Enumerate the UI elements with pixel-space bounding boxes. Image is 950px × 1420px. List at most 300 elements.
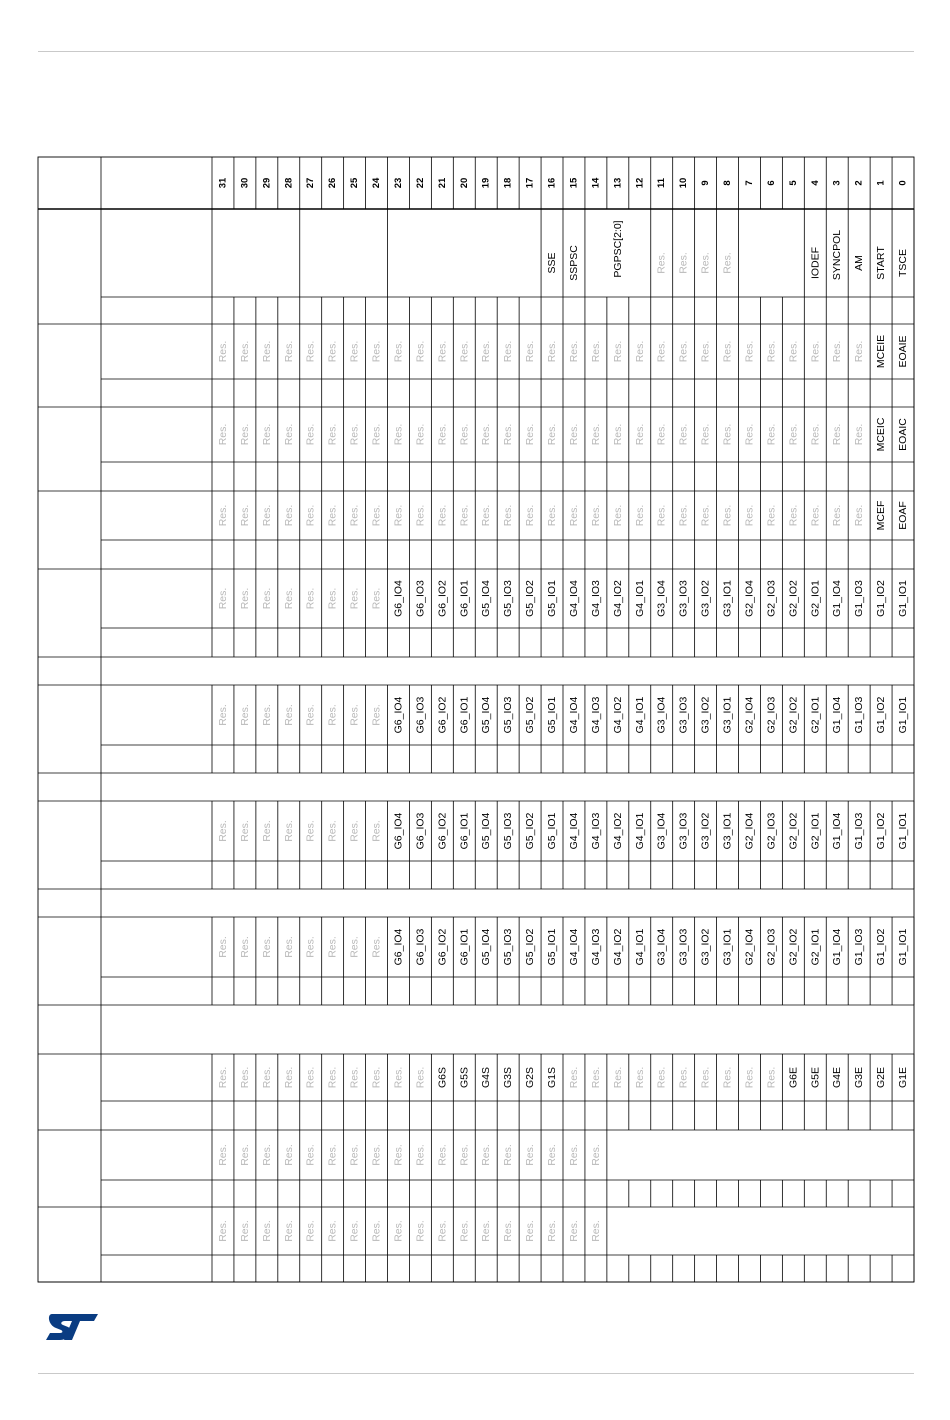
- field-g1_io2: G1_IO2: [875, 928, 888, 966]
- field-g1_io4: G1_IO4: [831, 696, 844, 734]
- reserved-bit: Res.: [238, 340, 251, 363]
- bit-number-24: 24: [371, 177, 382, 189]
- reserved-bit: Res.: [589, 504, 602, 527]
- field-g4_io3: G4_IO3: [589, 580, 602, 617]
- reserved-bit: Res.: [414, 340, 427, 363]
- reserved-bit: Res.: [370, 504, 383, 527]
- reserved-bit: Res.: [633, 504, 646, 527]
- field-g6_io1: G6_IO1: [458, 928, 471, 966]
- reserved-bit: Res.: [480, 504, 493, 527]
- field-g3_io2: G3_IO2: [699, 580, 712, 617]
- field-g5_io4: G5_IO4: [480, 696, 493, 734]
- reserved-bit: Res.: [677, 423, 690, 446]
- bit-number-7: 7: [744, 180, 755, 186]
- reserved-bit: Res.: [568, 340, 580, 363]
- reserved-bit: Res.: [282, 587, 295, 610]
- bit-number-28: 28: [283, 177, 295, 189]
- field-g6_io2: G6_IO2: [436, 928, 449, 966]
- field-g1_io3: G1_IO3: [853, 580, 866, 617]
- reserved-bit: Res.: [611, 340, 624, 363]
- bit-number-27: 27: [305, 177, 317, 189]
- reserved-bit: Res.: [238, 1066, 251, 1089]
- reserved-bit: Res.: [502, 504, 515, 527]
- reserved-bit: Res.: [260, 1144, 273, 1166]
- field-g3e: G3E: [853, 1066, 866, 1089]
- bit-number-21: 21: [436, 177, 448, 189]
- reserved-bit: Res.: [853, 340, 866, 363]
- field-g5_io3: G5_IO3: [502, 812, 515, 850]
- reserved-bit: Res.: [260, 587, 273, 610]
- field-g6_io4: G6_IO4: [392, 696, 405, 734]
- field-g3_io2: G3_IO2: [699, 812, 712, 850]
- reserved-bit: Res.: [611, 504, 624, 527]
- reserved-bit: Res.: [721, 504, 734, 527]
- field-g3_io1: G3_IO1: [721, 580, 734, 617]
- reserved-bit: Res.: [370, 936, 383, 958]
- reserved-bit: Res.: [326, 704, 339, 726]
- field-g6_io1: G6_IO1: [458, 580, 471, 617]
- reserved-bit: Res.: [370, 1066, 383, 1089]
- reserved-bit: Res.: [304, 1144, 317, 1166]
- reserved-bit: Res.: [348, 820, 361, 842]
- reserved-bit: Res.: [655, 423, 668, 446]
- reserved-bit: Res.: [217, 340, 229, 363]
- reserved-bit: Res.: [260, 1220, 273, 1242]
- reserved-bit: Res.: [546, 1220, 558, 1242]
- reserved-bit: Res.: [326, 340, 339, 363]
- field-g1_io2: G1_IO2: [875, 812, 888, 850]
- bit-number-3: 3: [831, 180, 843, 186]
- field-g1_io1: G1_IO1: [897, 696, 909, 734]
- field-g1_io1: G1_IO1: [897, 580, 909, 617]
- reserved-bit: Res.: [831, 423, 844, 446]
- bit-number-25: 25: [349, 177, 361, 189]
- reserved-bit: Res.: [392, 1144, 405, 1166]
- reserved-bit: Res.: [326, 423, 339, 446]
- reserved-bit: Res.: [370, 587, 383, 610]
- reserved-bit: Res.: [831, 340, 844, 363]
- reserved-bit: Res.: [458, 504, 471, 527]
- reserved-bit: Res.: [677, 504, 690, 527]
- bit-number-6: 6: [765, 180, 777, 186]
- reserved-bit: Res.: [348, 504, 361, 527]
- reserved-bit: Res.: [348, 587, 361, 610]
- reserved-bit: Res.: [414, 423, 427, 446]
- reserved-bit: Res.: [655, 504, 668, 527]
- reserved-bit: Res.: [370, 340, 383, 363]
- reserved-bit: Res.: [633, 340, 646, 363]
- field-g4_io1: G4_IO1: [633, 812, 646, 850]
- reserved-bit: Res.: [370, 704, 383, 726]
- reserved-bit: Res.: [392, 504, 405, 527]
- field-g4_io1: G4_IO1: [633, 928, 646, 966]
- reserved-bit: Res.: [546, 504, 558, 527]
- reserved-bit: Res.: [414, 1220, 427, 1242]
- reserved-bit: Res.: [348, 1066, 361, 1089]
- field-g6_io2: G6_IO2: [436, 580, 449, 617]
- field-g2_io2: G2_IO2: [787, 696, 800, 734]
- reserved-bit: Res.: [568, 423, 580, 446]
- reserved-bit: Res.: [458, 1220, 471, 1242]
- reserved-bit: Res.: [326, 504, 339, 527]
- reserved-bit: Res.: [765, 504, 778, 527]
- reserved-bit: Res.: [304, 1220, 317, 1242]
- reserved-bit: Res.: [260, 423, 273, 446]
- field-g2_io1: G2_IO1: [809, 928, 822, 966]
- reserved-bit: Res.: [217, 820, 229, 842]
- reserved-bit: Res.: [524, 340, 537, 363]
- field-g6s: G6S: [436, 1066, 449, 1089]
- field-g3_io3: G3_IO3: [677, 812, 690, 850]
- reserved-bit: Res.: [282, 423, 295, 446]
- reserved-bit: Res.: [546, 423, 558, 446]
- reserved-bit: Res.: [743, 504, 756, 527]
- reserved-bit: Res.: [721, 423, 734, 446]
- reserved-bit: Res.: [655, 1066, 668, 1089]
- reserved-bit: Res.: [436, 1220, 449, 1242]
- reserved-bit: Res.: [787, 504, 800, 527]
- reserved-bit: Res.: [414, 1144, 427, 1166]
- field-g5_io1: G5_IO1: [546, 812, 558, 850]
- field-sse: SSE: [546, 252, 558, 274]
- field-eoaic: EOAIC: [897, 418, 909, 451]
- field-g5_io2: G5_IO2: [524, 696, 537, 734]
- field-g5_io2: G5_IO2: [524, 812, 537, 850]
- field-mceie: MCEIE: [875, 334, 888, 369]
- reserved-bit: Res.: [480, 423, 493, 446]
- field-g1_io4: G1_IO4: [831, 580, 844, 617]
- bit-number-29: 29: [261, 177, 273, 189]
- reserved-bit: Res.: [568, 1220, 580, 1242]
- reserved-bit: Res.: [217, 1220, 229, 1242]
- reserved-bit: Res.: [611, 423, 624, 446]
- reserved-bit: Res.: [304, 504, 317, 527]
- field-g5_io1: G5_IO1: [546, 928, 558, 966]
- field-g6_io3: G6_IO3: [414, 580, 427, 617]
- reserved-bit: Res.: [217, 587, 229, 610]
- field-g5_io3: G5_IO3: [502, 696, 515, 734]
- field-g6_io1: G6_IO1: [458, 696, 471, 734]
- reserved-bit: Res.: [348, 1220, 361, 1242]
- reserved-bit: Res.: [699, 252, 712, 274]
- reserved-bit: Res.: [458, 423, 471, 446]
- reserved-bit: Res.: [238, 704, 251, 726]
- reserved-bit: Res.: [699, 423, 712, 446]
- reserved-bit: Res.: [348, 1144, 361, 1166]
- reserved-bit: Res.: [831, 504, 844, 527]
- field-g4_io3: G4_IO3: [589, 696, 602, 734]
- field-g6_io3: G6_IO3: [414, 696, 427, 734]
- reserved-bit: Res.: [260, 936, 273, 958]
- reserved-bit: Res.: [546, 340, 558, 363]
- bit-number-19: 19: [480, 177, 492, 189]
- reserved-bit: Res.: [589, 1220, 602, 1242]
- field-g5e: G5E: [809, 1066, 822, 1089]
- field-mceic: MCEIC: [875, 417, 888, 452]
- field-g3_io2: G3_IO2: [699, 928, 712, 966]
- reserved-bit: Res.: [568, 504, 580, 527]
- reserved-bit: Res.: [348, 704, 361, 726]
- field-g6_io4: G6_IO4: [392, 928, 405, 966]
- reserved-bit: Res.: [217, 936, 229, 958]
- reserved-bit: Res.: [326, 587, 339, 610]
- reserved-bit: Res.: [282, 820, 295, 842]
- field-g4_io2: G4_IO2: [611, 928, 624, 966]
- bit-number-10: 10: [678, 177, 690, 189]
- field-g4_io1: G4_IO1: [633, 580, 646, 617]
- field-eoaf: EOAF: [897, 501, 909, 530]
- reserved-bit: Res.: [458, 340, 471, 363]
- field-syncpol: SYNCPOL: [831, 229, 844, 281]
- reserved-bit: Res.: [370, 1220, 383, 1242]
- reserved-bit: Res.: [260, 504, 273, 527]
- st-logo: [44, 1312, 100, 1342]
- field-g5_io4: G5_IO4: [480, 580, 493, 617]
- reserved-bit: Res.: [655, 340, 668, 363]
- field-iodef: IODEF: [809, 246, 822, 280]
- field-g6_io1: G6_IO1: [458, 812, 471, 850]
- field-g1_io3: G1_IO3: [853, 928, 866, 966]
- reserved-bit: Res.: [699, 1066, 712, 1089]
- reserved-bit: Res.: [524, 1220, 537, 1242]
- reserved-bit: Res.: [480, 1220, 493, 1242]
- field-g4_io4: G4_IO4: [568, 812, 580, 850]
- reserved-bit: Res.: [611, 1066, 624, 1089]
- reserved-bit: Res.: [304, 820, 317, 842]
- field-g4_io4: G4_IO4: [568, 928, 580, 966]
- field-g1_io2: G1_IO2: [875, 580, 888, 617]
- field-g1_io1: G1_IO1: [897, 928, 909, 966]
- reserved-bit: Res.: [853, 504, 866, 527]
- reserved-bit: Res.: [524, 1144, 537, 1166]
- field-g4_io4: G4_IO4: [568, 580, 580, 617]
- reserved-bit: Res.: [370, 820, 383, 842]
- field-g2_io4: G2_IO4: [743, 696, 756, 734]
- reserved-bit: Res.: [238, 820, 251, 842]
- reserved-bit: Res.: [238, 587, 251, 610]
- bit-number-8: 8: [722, 180, 733, 186]
- reserved-bit: Res.: [677, 340, 690, 363]
- field-g4_io2: G4_IO2: [611, 696, 624, 734]
- field-g5_io1: G5_IO1: [546, 696, 558, 734]
- field-pgpsc: PGPSC[2:0]: [611, 220, 624, 278]
- field-g3_io4: G3_IO4: [655, 928, 668, 966]
- reserved-bit: Res.: [326, 820, 339, 842]
- reserved-bit: Res.: [765, 423, 778, 446]
- field-g5_io1: G5_IO1: [546, 580, 558, 617]
- reserved-bit: Res.: [436, 340, 449, 363]
- bit-number-11: 11: [656, 177, 668, 189]
- field-g2_io4: G2_IO4: [743, 580, 756, 617]
- reserved-bit: Res.: [392, 340, 405, 363]
- field-g2_io2: G2_IO2: [787, 928, 800, 966]
- reserved-bit: Res.: [546, 1144, 558, 1166]
- field-g3s: G3S: [502, 1066, 515, 1089]
- field-g5_io4: G5_IO4: [480, 928, 493, 966]
- bit-number-18: 18: [502, 177, 514, 189]
- reserved-bit: Res.: [699, 504, 712, 527]
- field-g6e: G6E: [787, 1066, 800, 1089]
- reserved-bit: Res.: [282, 1220, 295, 1242]
- reserved-bit: Res.: [392, 1066, 405, 1089]
- field-g5_io3: G5_IO3: [502, 580, 515, 617]
- reserved-bit: Res.: [633, 423, 646, 446]
- field-g6_io3: G6_IO3: [414, 812, 427, 850]
- reserved-bit: Res.: [348, 423, 361, 446]
- bit-number-9: 9: [700, 180, 712, 186]
- reserved-bit: Res.: [677, 252, 690, 274]
- reserved-bit: Res.: [238, 1220, 251, 1242]
- field-g1_io3: G1_IO3: [853, 696, 866, 734]
- bit-number-31: 31: [217, 177, 229, 189]
- reserved-bit: Res.: [217, 504, 229, 527]
- field-g3_io1: G3_IO1: [721, 928, 734, 966]
- reserved-bit: Res.: [633, 1066, 646, 1089]
- reserved-bit: Res.: [348, 936, 361, 958]
- bit-number-2: 2: [853, 180, 865, 186]
- reserved-bit: Res.: [238, 423, 251, 446]
- reserved-bit: Res.: [282, 340, 295, 363]
- field-g6_io3: G6_IO3: [414, 928, 427, 966]
- bit-number-0: 0: [897, 180, 909, 186]
- field-g1_io2: G1_IO2: [875, 696, 888, 734]
- field-g2_io3: G2_IO3: [765, 696, 778, 734]
- field-g4_io2: G4_IO2: [611, 812, 624, 850]
- field-g2_io1: G2_IO1: [809, 580, 822, 617]
- reserved-bit: Res.: [392, 1220, 405, 1242]
- field-g2_io3: G2_IO3: [765, 812, 778, 850]
- bit-number-15: 15: [568, 177, 580, 189]
- reserved-bit: Res.: [721, 1066, 734, 1089]
- field-g3_io4: G3_IO4: [655, 696, 668, 734]
- field-g4_io4: G4_IO4: [568, 696, 580, 734]
- reserved-bit: Res.: [677, 1066, 690, 1089]
- reserved-bit: Res.: [502, 340, 515, 363]
- reserved-bit: Res.: [304, 423, 317, 446]
- reserved-bit: Res.: [260, 340, 273, 363]
- reserved-bit: Res.: [304, 340, 317, 363]
- field-g4_io3: G4_IO3: [589, 928, 602, 966]
- field-g1s: G1S: [546, 1066, 558, 1089]
- field-g2_io1: G2_IO1: [809, 812, 822, 850]
- reserved-bit: Res.: [260, 704, 273, 726]
- field-g2s: G2S: [524, 1066, 537, 1089]
- field-g2_io3: G2_IO3: [765, 928, 778, 966]
- field-g5s: G5S: [458, 1066, 471, 1089]
- field-g3_io3: G3_IO3: [677, 928, 690, 966]
- bit-number-4: 4: [809, 180, 821, 186]
- reserved-bit: Res.: [282, 704, 295, 726]
- field-g5_io4: G5_IO4: [480, 812, 493, 850]
- reserved-bit: Res.: [238, 936, 251, 958]
- field-g1_io4: G1_IO4: [831, 928, 844, 966]
- reserved-bit: Res.: [589, 1144, 602, 1166]
- reserved-bit: Res.: [282, 1066, 295, 1089]
- field-g5_io2: G5_IO2: [524, 580, 537, 617]
- reserved-bit: Res.: [370, 1144, 383, 1166]
- field-g1_io3: G1_IO3: [853, 812, 866, 850]
- reserved-bit: Res.: [348, 340, 361, 363]
- reserved-bit: Res.: [524, 423, 537, 446]
- reserved-bit: Res.: [480, 1144, 493, 1166]
- field-g4e: G4E: [831, 1066, 844, 1089]
- reserved-bit: Res.: [655, 252, 668, 274]
- reserved-bit: Res.: [787, 423, 800, 446]
- field-mcef: MCEF: [875, 500, 888, 531]
- reserved-bit: Res.: [809, 340, 822, 363]
- field-g2_io4: G2_IO4: [743, 812, 756, 850]
- reserved-bit: Res.: [436, 423, 449, 446]
- field-sspsc: SSPSC: [568, 245, 580, 281]
- field-g1_io1: G1_IO1: [897, 812, 909, 850]
- field-g3_io1: G3_IO1: [721, 696, 734, 734]
- reserved-bit: Res.: [853, 423, 866, 446]
- field-g3_io2: G3_IO2: [699, 696, 712, 734]
- field-g5_io3: G5_IO3: [502, 928, 515, 966]
- reserved-bit: Res.: [502, 1144, 515, 1166]
- field-g2_io1: G2_IO1: [809, 696, 822, 734]
- reserved-bit: Res.: [721, 340, 734, 363]
- reserved-bit: Res.: [589, 1066, 602, 1089]
- reserved-bit: Res.: [743, 1066, 756, 1089]
- reserved-bit: Res.: [392, 423, 405, 446]
- reserved-bit: Res.: [260, 820, 273, 842]
- field-g1_io4: G1_IO4: [831, 812, 844, 850]
- field-g4s: G4S: [480, 1066, 493, 1089]
- field-g4_io3: G4_IO3: [589, 812, 602, 850]
- field-tsce: TSCE: [897, 248, 909, 278]
- field-g3_io4: G3_IO4: [655, 580, 668, 617]
- field-start: START: [875, 246, 888, 280]
- field-g2_io2: G2_IO2: [787, 580, 800, 617]
- reserved-bit: Res.: [326, 1144, 339, 1166]
- reserved-bit: Res.: [217, 423, 229, 446]
- field-g2e: G2E: [875, 1066, 888, 1089]
- reserved-bit: Res.: [809, 504, 822, 527]
- bit-number-14: 14: [590, 177, 602, 189]
- bit-number-26: 26: [327, 177, 339, 189]
- bit-number-12: 12: [634, 177, 646, 189]
- bit-number-1: 1: [875, 180, 887, 186]
- reserved-bit: Res.: [326, 1066, 339, 1089]
- reserved-bit: Res.: [721, 252, 734, 274]
- reserved-bit: Res.: [282, 936, 295, 958]
- bit-number-13: 13: [612, 177, 624, 189]
- reserved-bit: Res.: [458, 1144, 471, 1166]
- reserved-bit: Res.: [304, 1066, 317, 1089]
- reserved-bit: Res.: [589, 423, 602, 446]
- field-g2_io2: G2_IO2: [787, 812, 800, 850]
- reserved-bit: Res.: [414, 1066, 427, 1089]
- reserved-bit: Res.: [436, 504, 449, 527]
- reserved-bit: Res.: [568, 1066, 580, 1089]
- reserved-bit: Res.: [699, 340, 712, 363]
- reserved-bit: Res.: [743, 423, 756, 446]
- reserved-bit: Res.: [304, 587, 317, 610]
- field-g6_io2: G6_IO2: [436, 696, 449, 734]
- reserved-bit: Res.: [370, 423, 383, 446]
- field-g2_io3: G2_IO3: [765, 580, 778, 617]
- field-am: AM: [853, 255, 866, 271]
- reserved-bit: Res.: [524, 504, 537, 527]
- bit-number-16: 16: [546, 177, 558, 189]
- field-g6_io2: G6_IO2: [436, 812, 449, 850]
- reserved-bit: Res.: [765, 340, 778, 363]
- reserved-bit: Res.: [480, 340, 493, 363]
- reserved-bit: Res.: [304, 936, 317, 958]
- reserved-bit: Res.: [502, 423, 515, 446]
- reserved-bit: Res.: [238, 1144, 251, 1166]
